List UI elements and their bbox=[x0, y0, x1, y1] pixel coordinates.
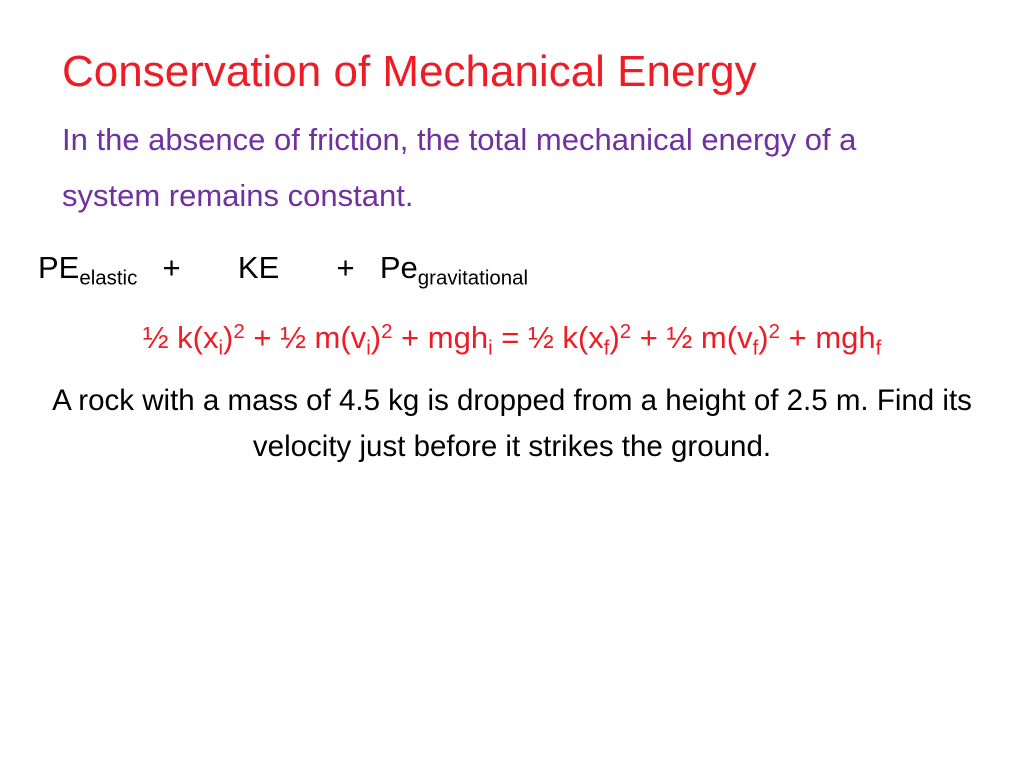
formula-part: ) bbox=[370, 320, 382, 355]
formula-part: + ½ m(v bbox=[631, 320, 753, 355]
formula-subscript: f bbox=[752, 336, 759, 360]
formula-part: + ½ m(v bbox=[244, 320, 367, 355]
formula-subscript: f bbox=[603, 336, 610, 360]
formula-part: + mgh bbox=[392, 320, 489, 355]
pe-subscript: elastic bbox=[79, 266, 138, 290]
plus-sign: + bbox=[162, 250, 181, 285]
formula-part: ) bbox=[223, 320, 234, 355]
formula-part: ) bbox=[609, 320, 620, 355]
formula-part: + mgh bbox=[779, 320, 876, 355]
formula-part: ½ k(x bbox=[142, 320, 219, 355]
formula-superscript: 2 bbox=[233, 319, 245, 343]
formula-subscript: f bbox=[875, 336, 882, 360]
problem-statement: A rock with a mass of 4.5 kg is dropped from a height of 2.5 m. Find its velocity just before it strikes the ground. bbox=[52, 384, 972, 463]
energy-terms-line bbox=[38, 250, 528, 290]
ke-term: KE bbox=[237, 250, 280, 285]
slide-subtitle: In the absence of friction, the total mechanical energy of a system remains constant. bbox=[62, 122, 857, 213]
formula-subscript: i bbox=[488, 336, 493, 360]
pe-gravitational-term bbox=[379, 250, 528, 290]
formula-superscript: 2 bbox=[619, 319, 632, 343]
formula-part: = ½ k(x bbox=[492, 320, 604, 355]
formula-subscript: i bbox=[218, 336, 224, 360]
peg-base: Pe bbox=[379, 250, 418, 285]
pe-elastic-term bbox=[38, 250, 138, 290]
pe-base: PE bbox=[38, 250, 80, 285]
plus-sign: + bbox=[336, 250, 355, 285]
formula-superscript: 2 bbox=[381, 319, 393, 343]
formula-part: ) bbox=[758, 320, 769, 355]
conservation-formula bbox=[0, 319, 1024, 360]
peg-subscript: gravitational bbox=[417, 266, 528, 290]
formula-superscript: 2 bbox=[768, 319, 780, 343]
formula-subscript: i bbox=[366, 336, 371, 360]
slide-title: Conservation of Mechanical Energy bbox=[62, 47, 757, 96]
